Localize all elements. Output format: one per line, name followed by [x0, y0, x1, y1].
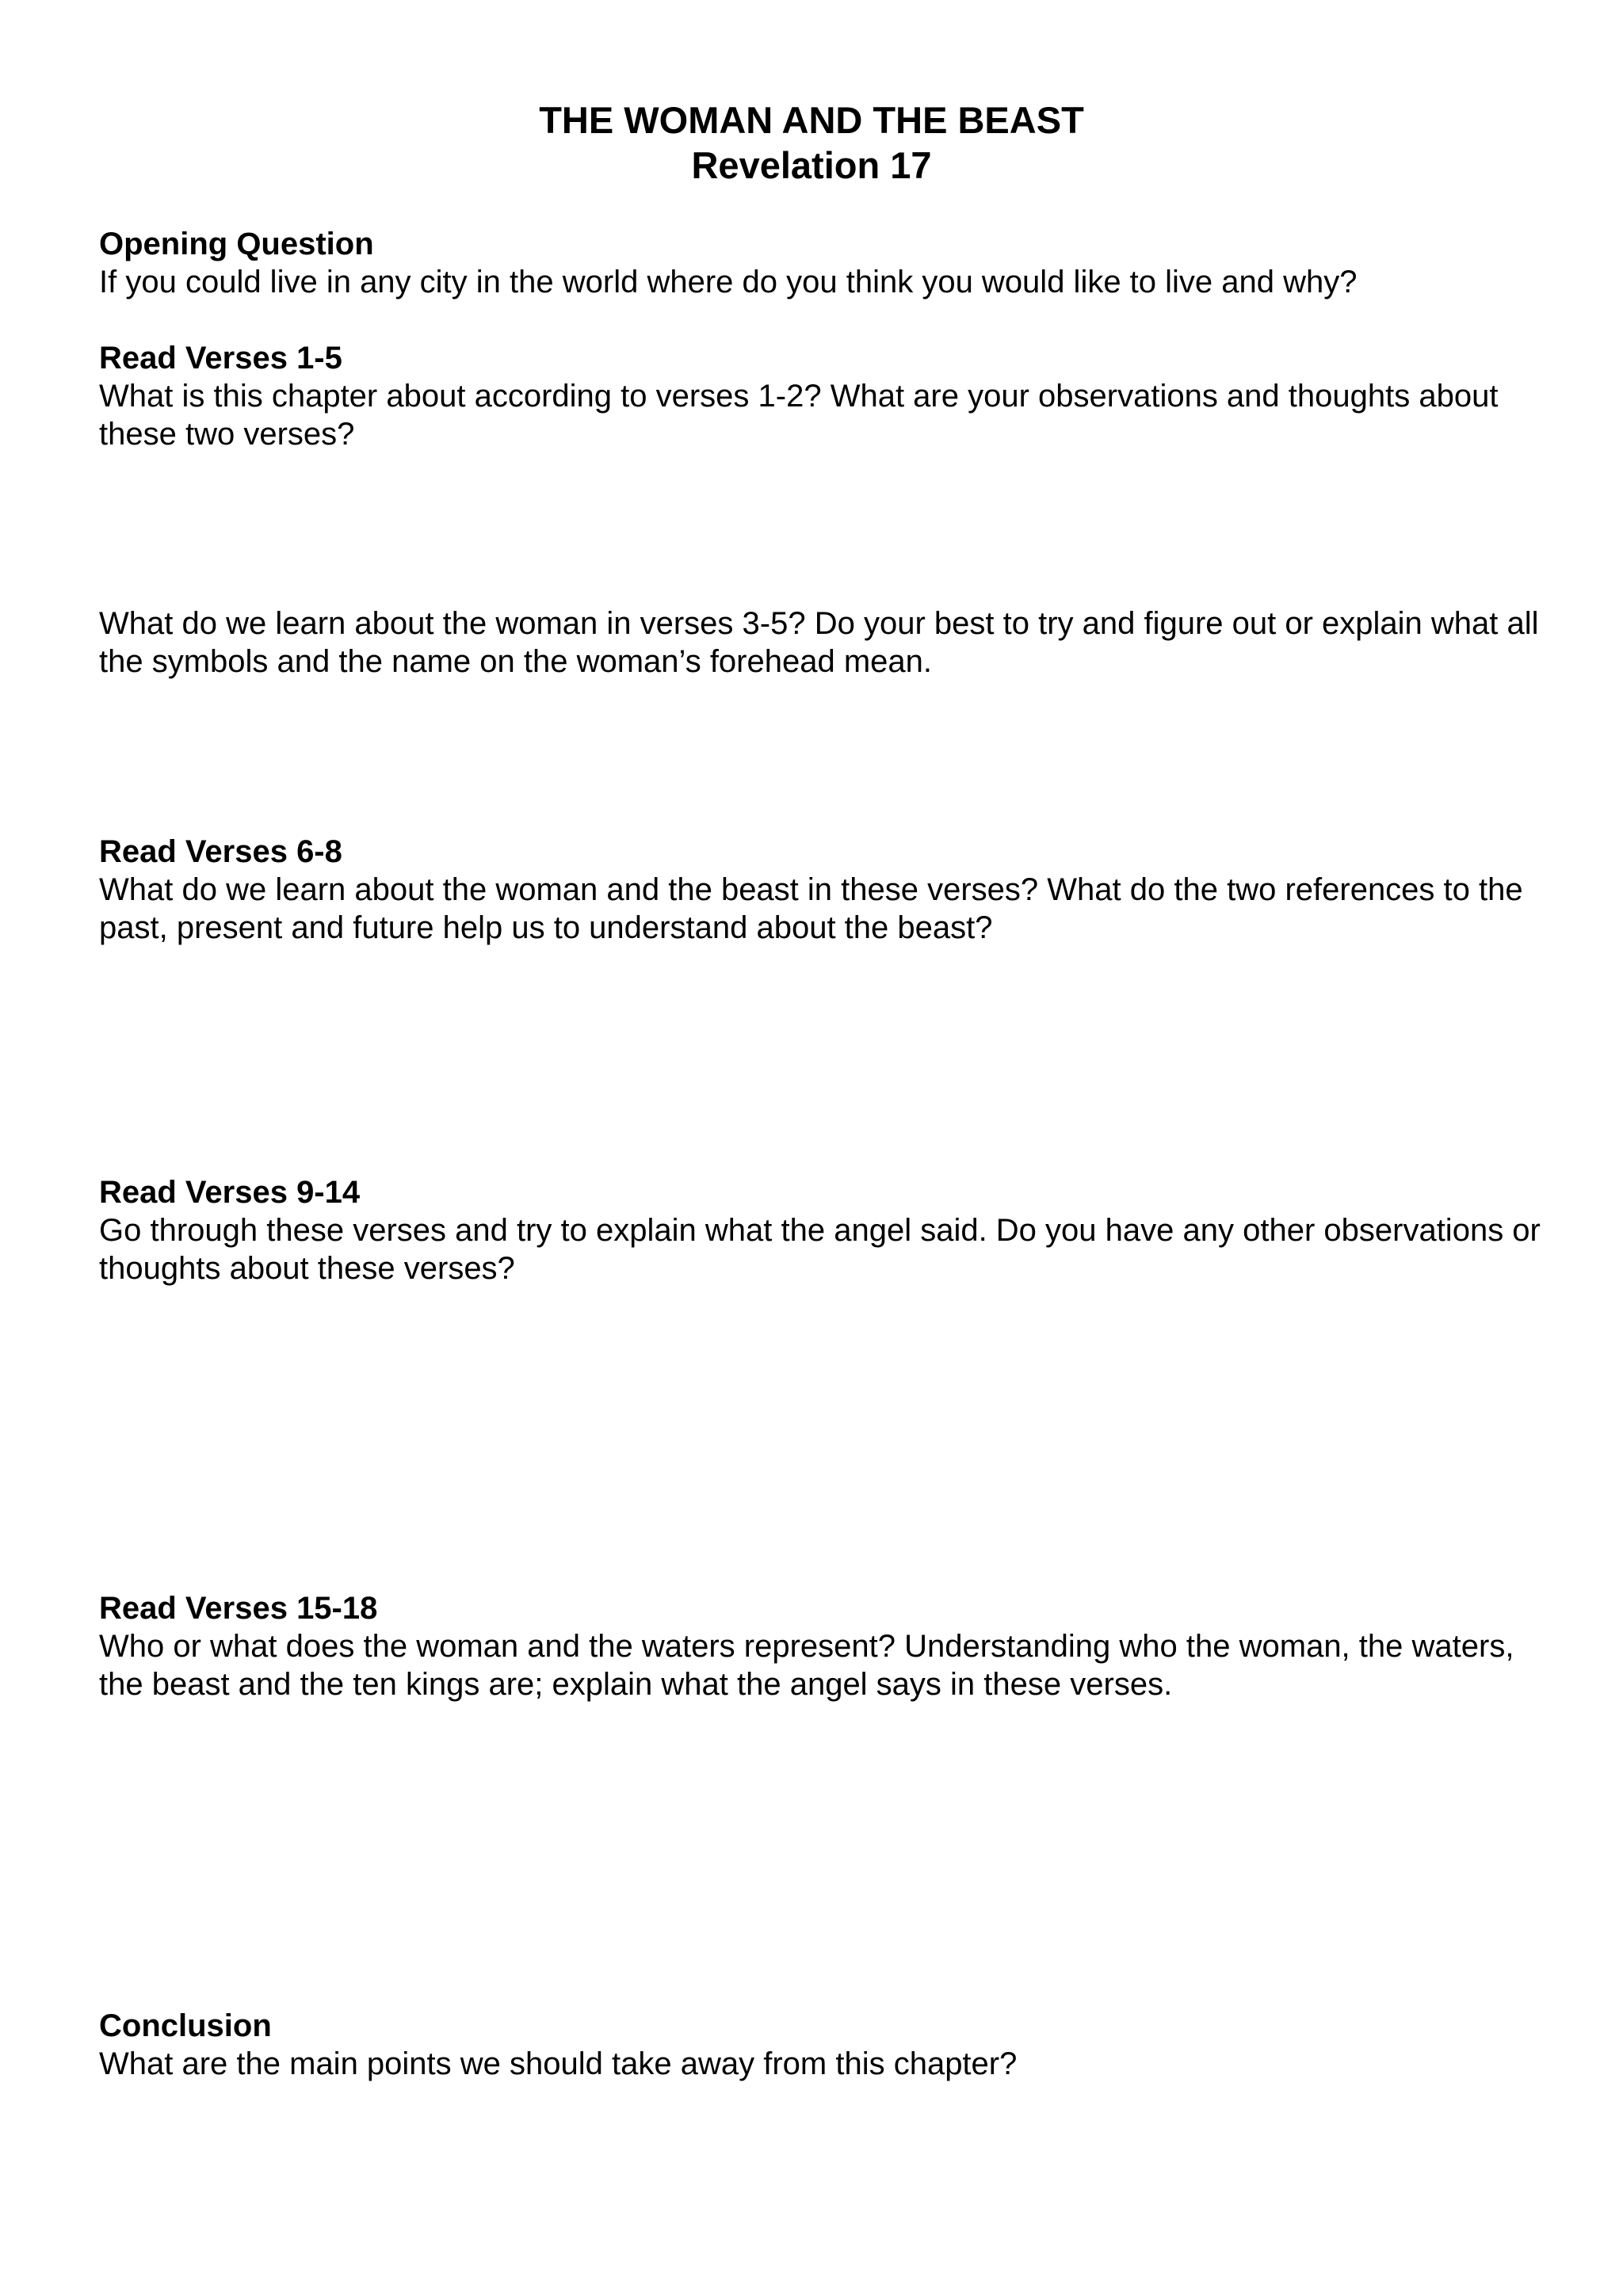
- section-heading: Opening Question: [99, 227, 374, 261]
- section-heading: Conclusion: [99, 2008, 272, 2043]
- section-conclusion: [99, 2007, 1541, 2083]
- question-text: What are the main points we should take away from this chapter?: [99, 2046, 1018, 2081]
- section-opening-question: [99, 225, 1541, 301]
- question-text: What do we learn about the woman and the beast in these verses? What do the two references to the past, present and future help us to understand about the beast?: [99, 872, 1523, 945]
- section-verses-3-5-question: [99, 605, 1541, 681]
- section-verses-6-8: [99, 833, 1541, 947]
- section-heading: Read Verses 15-18: [99, 1591, 378, 1626]
- question-text: What is this chapter about according to verses 1-2? What are your observations and thoughts about these two verses?: [99, 379, 1499, 452]
- section-verses-1-5: [99, 339, 1541, 453]
- section-verses-15-18: [99, 1589, 1541, 1703]
- section-heading: Read Verses 1-5: [99, 341, 342, 376]
- section-verses-9-14: [99, 1173, 1541, 1287]
- question-text: Who or what does the woman and the waters represent? Understanding who the woman, the waters, the beast and the ten kings are; explain what the angel says in these verses.: [99, 1629, 1514, 1702]
- document-title: THE WOMAN AND THE BEAST: [539, 99, 1084, 141]
- question-text: What do we learn about the woman in verses 3-5? Do your best to try and figure out or explain what all the symbols and the name on the woman’s forehead mean.: [99, 606, 1539, 679]
- section-heading: Read Verses 6-8: [99, 834, 342, 869]
- section-heading: Read Verses 9-14: [99, 1175, 361, 1210]
- document-subtitle: Revelation 17: [691, 144, 932, 186]
- question-text: Go through these verses and try to explain what the angel said. Do you have any other observations or thoughts about these verses?: [99, 1213, 1541, 1286]
- question-text: If you could live in any city in the world where do you think you would like to live and why?: [99, 265, 1358, 299]
